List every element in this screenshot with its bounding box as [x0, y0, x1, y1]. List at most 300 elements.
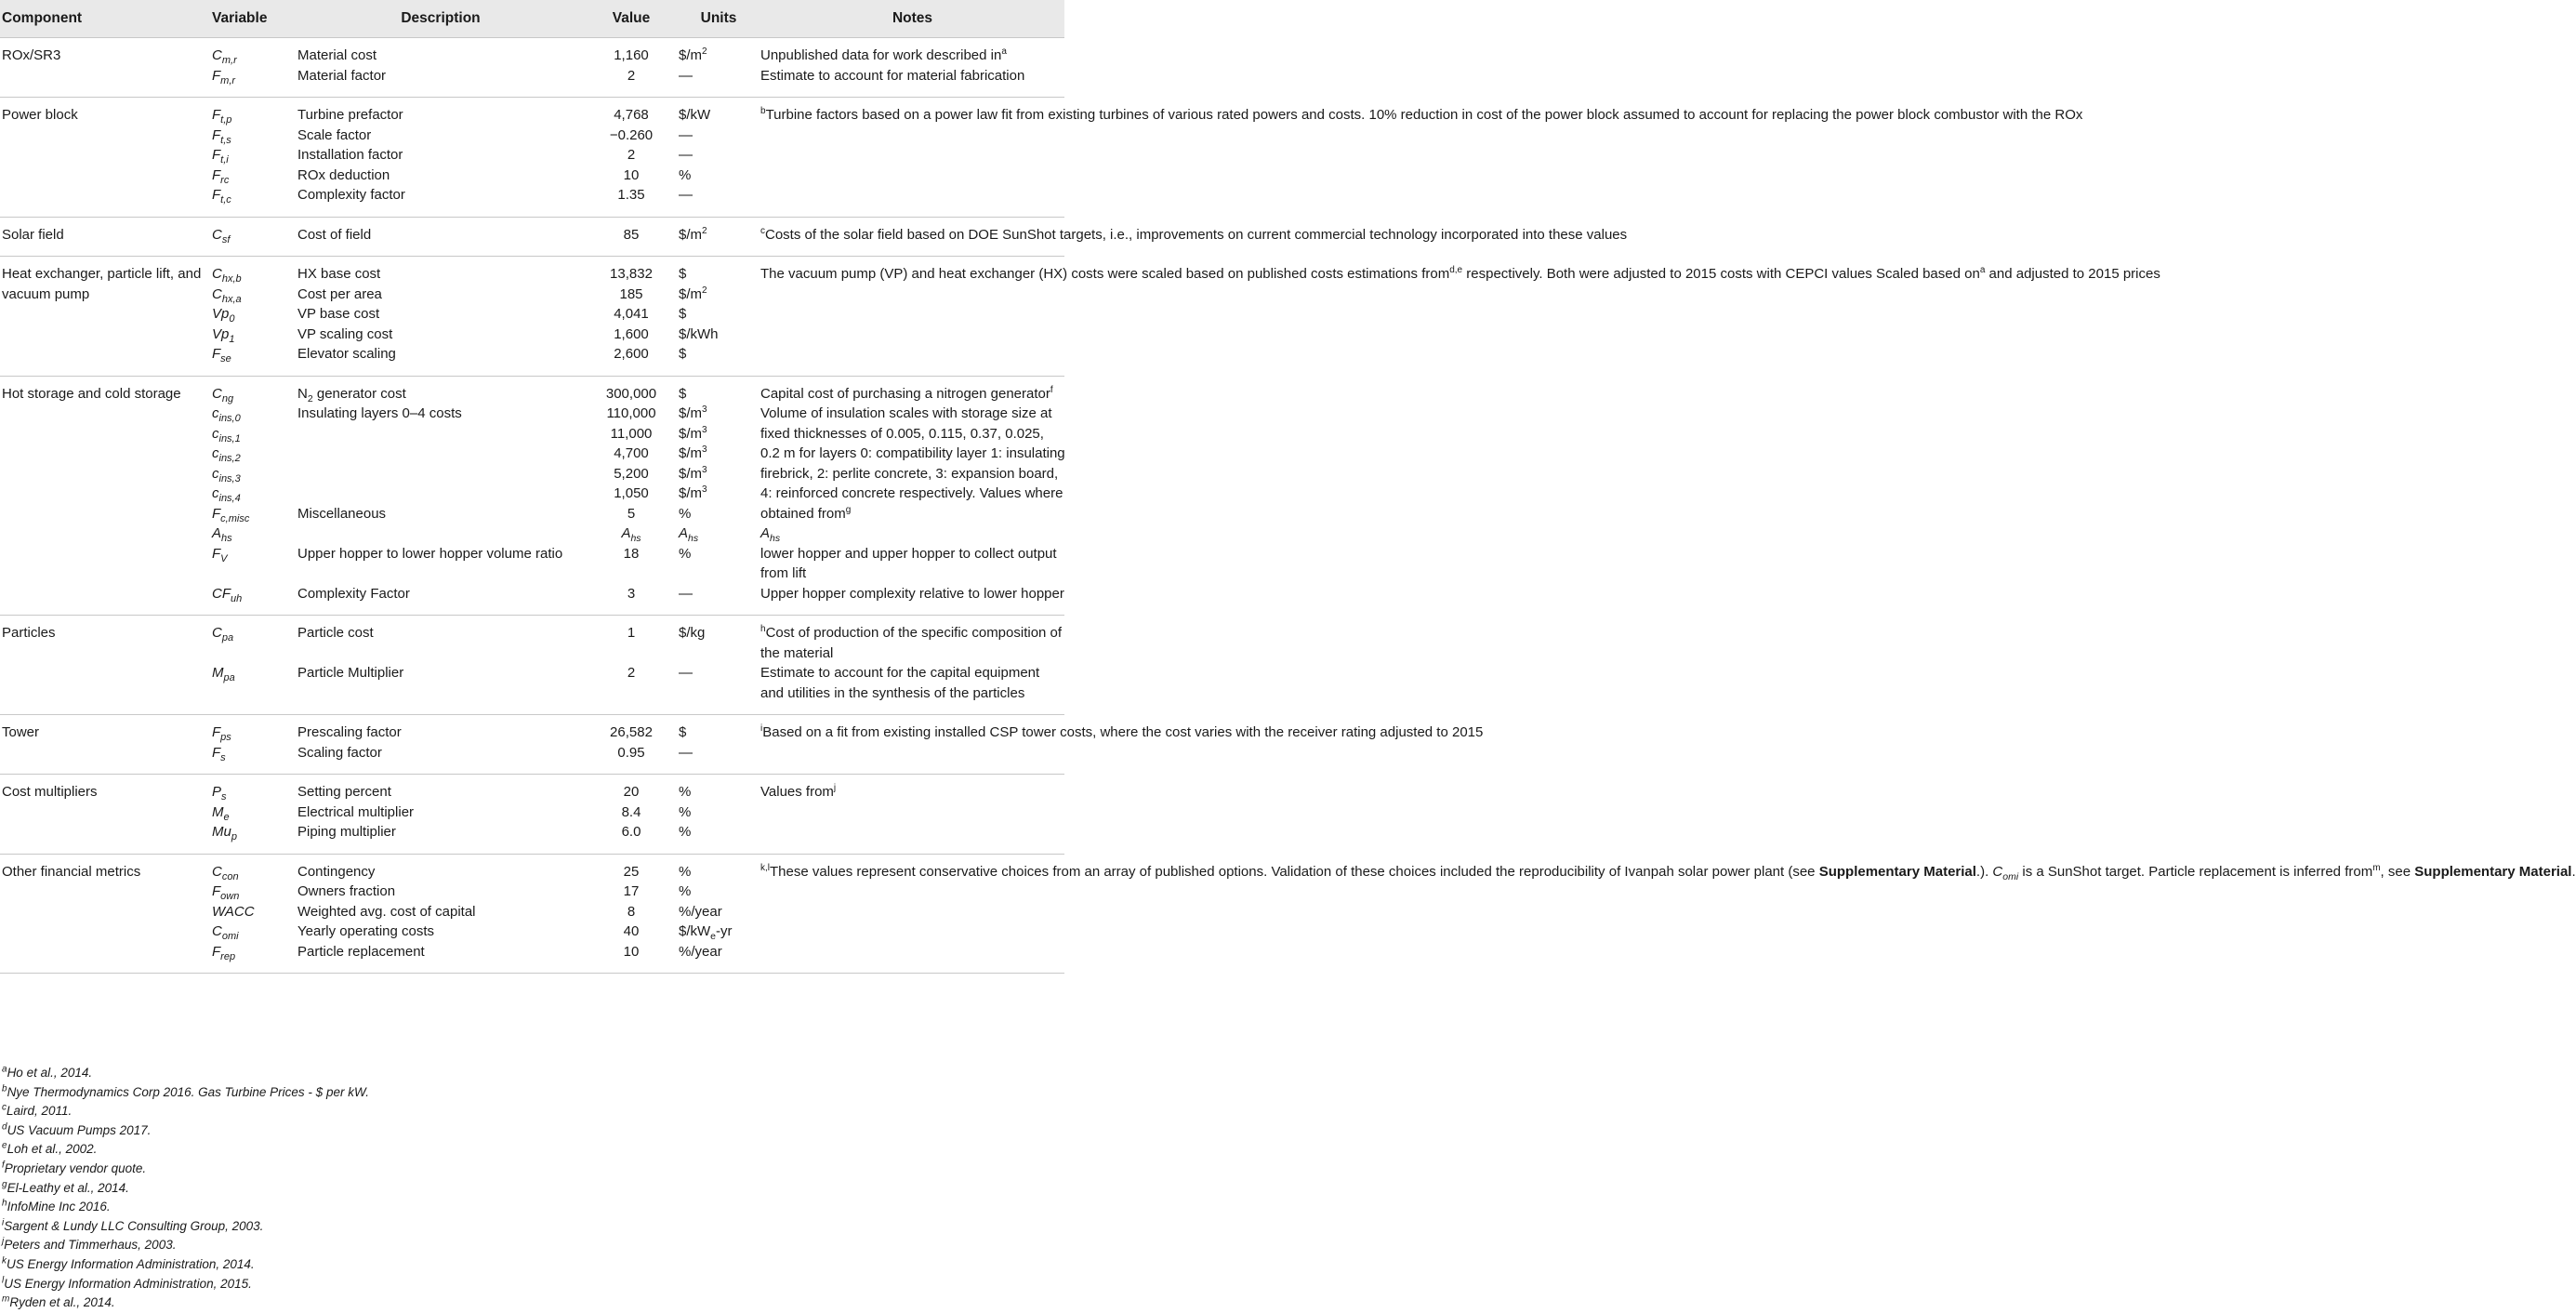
units-cell — [677, 484, 759, 504]
note-line — [760, 564, 1064, 584]
units-text: $/m — [679, 405, 703, 421]
units-cell — [677, 285, 759, 305]
value-text: 20 — [623, 784, 640, 800]
variable-subscript: s — [221, 791, 227, 802]
variable-subscript: ps — [220, 732, 231, 743]
units-text: $ — [679, 266, 687, 282]
units-text: % — [679, 883, 692, 899]
reference-item — [0, 1179, 1064, 1199]
variable-subscript: c,misc — [220, 512, 250, 524]
variable-symbol: Vp — [212, 325, 230, 342]
note-superscript: k,l — [760, 862, 770, 873]
units-cell — [677, 257, 759, 285]
units-text: $/m — [679, 47, 703, 63]
note-text: These values represent conservative choices from an array of published options. Validation of these choices included the reproducibility of Ivanpah solar power plant (see — [770, 863, 1819, 880]
table-body — [0, 38, 2576, 974]
variable-subscript: 1 — [229, 333, 235, 345]
table-row — [0, 376, 1064, 404]
variable-subscript: pa — [221, 632, 234, 643]
note-text: obtained from — [760, 505, 846, 522]
table-row — [0, 616, 1064, 664]
description-cell — [296, 304, 584, 325]
variable-subscript: m,r — [220, 74, 236, 86]
variable-cell — [210, 444, 296, 464]
note-superscript: a — [1001, 46, 1007, 57]
description-cell — [296, 584, 584, 616]
value-text: 10 — [623, 943, 640, 960]
table-row — [0, 38, 1064, 66]
value-subscript: hs — [630, 533, 641, 544]
value-cell — [584, 464, 677, 484]
variable-symbol: F — [212, 545, 221, 562]
reference-item — [0, 1160, 1064, 1179]
variable-subscript: t,p — [220, 114, 232, 126]
units-text: $ — [679, 724, 687, 740]
notes-cell — [759, 584, 1064, 616]
value-text: 2 — [627, 665, 636, 681]
note-superscript: a — [1979, 265, 1986, 275]
description-text: Material factor — [297, 67, 387, 84]
variable-symbol: C — [212, 226, 222, 243]
variable-cell — [210, 404, 296, 424]
value-text: 85 — [623, 226, 640, 243]
variable-cell — [210, 775, 296, 802]
variable-symbol: c — [212, 465, 219, 482]
units-text: — — [679, 585, 693, 602]
units-text: $/kW — [679, 107, 711, 123]
note-italic-symbol: C — [1992, 863, 2003, 880]
variable-symbol: F — [212, 505, 221, 522]
description-text: Complexity Factor — [297, 585, 410, 602]
description-cell — [296, 344, 584, 376]
description-cell — [296, 38, 584, 66]
variable-symbol: F — [212, 107, 221, 123]
variable-symbol: Vp — [212, 306, 230, 322]
description-cell — [296, 325, 584, 345]
variable-subscript: hx,a — [221, 293, 242, 305]
note-italic-subscript: hs — [770, 533, 781, 544]
component-label: ROx/SR3 — [2, 47, 61, 63]
variable-subscript: con — [221, 870, 239, 882]
value-text: 110,000 — [606, 405, 656, 421]
units-text: — — [679, 67, 693, 84]
value-cell — [584, 285, 677, 305]
note-text: respectively. Both were adjusted to 2015 costs with CEPCI values Scaled based on — [1462, 266, 1980, 282]
value-cell — [584, 942, 677, 974]
description-cell — [296, 166, 584, 186]
units-subscript: hs — [688, 533, 699, 544]
note-line — [760, 584, 1064, 604]
note-superscript: j — [833, 783, 837, 793]
units-text: $/m — [679, 226, 703, 243]
units-superscript: 3 — [702, 484, 707, 495]
variable-subscript: p — [231, 831, 237, 842]
component-label: Solar field — [2, 226, 64, 243]
variable-symbol: P — [212, 784, 222, 800]
table-row — [0, 217, 1064, 257]
references-list — [0, 1064, 1064, 1313]
value-text: 2 — [627, 67, 636, 84]
notes-cell — [759, 544, 1064, 584]
units-cell — [677, 524, 759, 544]
value-text: 1,600 — [614, 325, 649, 342]
reference-mark: l — [2, 1275, 5, 1286]
units-superscript: 2 — [702, 285, 707, 296]
reference-item — [0, 1293, 1064, 1313]
variable-cell — [210, 376, 296, 404]
value-text: 1,050 — [614, 485, 649, 501]
description-cell — [296, 185, 584, 217]
value-cell — [584, 882, 677, 902]
value-text: 1.35 — [617, 187, 645, 203]
value-text: 6.0 — [621, 824, 641, 840]
value-cell — [584, 854, 677, 882]
value-text: −0.260 — [609, 126, 654, 143]
value-cell — [584, 544, 677, 584]
units-text: $/m — [679, 485, 703, 501]
variable-symbol: C — [212, 285, 222, 302]
note-bold-text: Supplementary Material — [2414, 863, 2572, 880]
units-cell — [677, 464, 759, 484]
reference-mark: g — [2, 1179, 7, 1190]
units-cell — [677, 344, 759, 376]
units-cell — [677, 424, 759, 444]
description-text: Particle replacement — [297, 943, 425, 960]
value-text: 185 — [619, 285, 643, 302]
units-cell — [677, 404, 759, 424]
units-cell — [677, 185, 759, 217]
variable-symbol: WACC — [212, 903, 255, 920]
units-text: $/m — [679, 465, 703, 482]
description-cell — [296, 98, 584, 126]
variable-subscript: omi — [221, 931, 239, 942]
description-text: Upper hopper to lower hopper volume ratio — [297, 545, 563, 562]
units-text: $/m — [679, 285, 703, 302]
note-text: Unpublished data for work described in — [760, 47, 1002, 63]
units-text-rest: -yr — [716, 923, 733, 939]
table-header-row — [0, 0, 1064, 38]
reference-item — [0, 1255, 1064, 1275]
note-text: Costs of the solar field based on DOE SunShot targets, i.e., improvements on current commercial technology incorporated into these values — [765, 226, 1628, 243]
table-row — [0, 715, 1064, 743]
value-cell — [584, 404, 677, 424]
variable-cell — [210, 584, 296, 616]
description-text: Prescaling factor — [297, 724, 402, 740]
variable-cell — [210, 504, 296, 524]
units-cell — [677, 376, 759, 404]
variable-subscript: rep — [220, 950, 236, 962]
description-cell — [296, 444, 584, 464]
header-units: Units — [677, 0, 759, 38]
note-text: , see — [2380, 863, 2415, 880]
variable-subscript: hx,b — [221, 273, 242, 285]
variable-symbol: C — [212, 385, 222, 402]
variable-symbol: Mu — [212, 824, 231, 840]
variable-symbol: F — [212, 744, 221, 761]
units-text: $ — [679, 306, 687, 322]
reference-text: Peters and Timmerhaus, 2003. — [4, 1238, 177, 1253]
variable-subscript: ins,2 — [218, 453, 241, 464]
variable-subscript: ins,0 — [218, 413, 241, 424]
component-label: Heat exchanger, particle lift, and vacuum pump — [2, 266, 202, 302]
notes-cell — [759, 715, 1484, 775]
note-line — [760, 444, 1064, 464]
variable-cell — [210, 882, 296, 902]
units-cell — [677, 922, 759, 942]
description-text: Cost of field — [297, 226, 372, 243]
reference-mark: k — [2, 1255, 7, 1267]
variable-subscript: t,i — [220, 154, 229, 166]
notes-cell — [759, 376, 1064, 404]
value-text: 10 — [623, 166, 640, 183]
reference-text: Ryden et al., 2014. — [9, 1295, 115, 1310]
component-label: Other financial metrics — [2, 863, 141, 880]
description-cell — [296, 663, 584, 715]
variable-symbol: F — [212, 724, 221, 740]
component-cell — [0, 98, 210, 218]
units-text: % — [679, 545, 692, 562]
units-cell — [677, 304, 759, 325]
description-text: Cost per area — [297, 285, 382, 302]
description-text: Turbine prefactor — [297, 107, 403, 123]
note-line — [760, 384, 1064, 405]
note-text: . — [2571, 863, 2576, 880]
variable-cell — [210, 616, 296, 664]
description-cell — [296, 424, 584, 444]
component-label: Particles — [2, 625, 56, 641]
units-superscript: 3 — [702, 464, 707, 475]
description-text: Electrical multiplier — [297, 803, 415, 820]
note-text: Values from — [760, 784, 834, 800]
reference-mark: e — [2, 1140, 7, 1151]
units-text: %/year — [679, 903, 722, 920]
reference-text: Laird, 2011. — [7, 1104, 73, 1119]
variable-symbol: C — [212, 923, 222, 939]
component-cell — [0, 376, 210, 616]
note-line — [760, 544, 1064, 564]
note-superscript: g — [845, 504, 852, 515]
table-row — [0, 775, 1064, 802]
note-text: Upper hopper complexity relative to lower hopper — [760, 585, 1064, 602]
description-cell — [296, 126, 584, 146]
value-cell — [584, 424, 677, 444]
variable-symbol: A — [212, 525, 222, 541]
note-line — [760, 484, 1064, 504]
value-cell — [584, 504, 677, 524]
component-label: Tower — [2, 724, 40, 740]
units-cell — [677, 822, 759, 854]
units-subscript: e — [710, 931, 717, 942]
description-text: Insulating layers 0–4 costs — [297, 405, 462, 421]
note-italic-subscript: omi — [2002, 870, 2019, 882]
units-cell — [677, 775, 759, 802]
table-row — [0, 98, 1064, 126]
header-variable: Variable — [210, 0, 296, 38]
variable-cell — [210, 285, 296, 305]
component-cell — [0, 854, 210, 974]
component-label: Hot storage and cold storage — [2, 385, 181, 402]
variable-symbol: c — [212, 425, 219, 442]
notes-cell — [759, 616, 1064, 664]
units-text: — — [679, 744, 693, 761]
variable-cell — [210, 98, 296, 126]
description-cell — [296, 145, 584, 166]
reference-text: US Energy Information Administration, 2014. — [7, 1256, 255, 1271]
value-text: 0.95 — [617, 744, 645, 761]
notes-cell — [759, 464, 1064, 484]
component-label: Power block — [2, 107, 78, 123]
variable-symbol: C — [212, 266, 222, 282]
units-text: — — [679, 665, 693, 681]
value-text: 4,768 — [614, 107, 649, 123]
reference-mark: h — [2, 1198, 7, 1209]
variable-cell — [210, 166, 296, 186]
description-text: Yearly operating costs — [297, 923, 435, 939]
variable-subscript: ng — [221, 392, 234, 405]
note-text: from lift — [760, 565, 807, 581]
variable-symbol: c — [212, 405, 219, 421]
note-text: and utilities in the synthesis of the particles — [760, 684, 1025, 701]
note-line — [760, 424, 1064, 444]
value-text: 8.4 — [621, 803, 641, 820]
value-cell — [584, 344, 677, 376]
note-text: is a SunShot target. Particle replacement is inferred from — [2018, 863, 2373, 880]
variable-cell — [210, 544, 296, 584]
variable-symbol: M — [212, 665, 224, 681]
variable-subscript: s — [220, 751, 226, 763]
description-cell — [296, 217, 584, 257]
units-cell — [677, 126, 759, 146]
variable-symbol: C — [212, 625, 222, 641]
variable-subscript: 0 — [229, 313, 235, 325]
variable-cell — [210, 854, 296, 882]
description-text: Owners fraction — [297, 883, 396, 899]
description-text: Piping multiplier — [297, 824, 396, 840]
units-cell — [677, 882, 759, 902]
description-text: Setting percent — [297, 784, 391, 800]
units-text: % — [679, 166, 692, 183]
note-text: the material — [760, 644, 834, 661]
description-cell — [296, 464, 584, 484]
variable-cell — [210, 304, 296, 325]
variable-cell — [210, 145, 296, 166]
note-line — [760, 683, 1064, 704]
variable-cell — [210, 484, 296, 504]
notes-cell — [759, 484, 1064, 504]
value-cell — [584, 663, 677, 715]
reference-item — [0, 1275, 1064, 1294]
units-cell — [677, 145, 759, 166]
variable-cell — [210, 524, 296, 544]
reference-item — [0, 1121, 1064, 1141]
value-cell — [584, 257, 677, 285]
notes-cell — [759, 257, 2160, 377]
value-text: A — [621, 525, 631, 541]
notes-cell — [759, 775, 1064, 855]
value-text: 26,582 — [610, 724, 653, 740]
variable-cell — [210, 464, 296, 484]
note-text: Volume of insulation scales with storage size at — [760, 405, 1052, 421]
description-text: Particle cost — [297, 625, 374, 641]
variable-cell — [210, 257, 296, 285]
reference-text: US Vacuum Pumps 2017. — [7, 1122, 152, 1137]
description-cell — [296, 902, 584, 922]
note-text: .). — [1975, 863, 1993, 880]
description-cell — [296, 743, 584, 775]
variable-subscript: m,r — [221, 55, 237, 66]
units-text: — — [679, 147, 693, 163]
note-line — [760, 623, 1064, 643]
reference-mark: a — [2, 1064, 7, 1075]
value-text: 1,160 — [614, 47, 649, 63]
note-text: Based on a fit from existing installed CSP tower costs, where the cost varies with the receiver rating adjusted to 2015 — [762, 724, 1484, 740]
description-text: VP scaling cost — [297, 325, 393, 342]
units-cell — [677, 616, 759, 664]
component-cell — [0, 616, 210, 715]
units-text: $/m — [679, 425, 703, 442]
variable-cell — [210, 185, 296, 217]
reference-item — [0, 1217, 1064, 1237]
description-cell — [296, 504, 584, 524]
description-cell — [296, 285, 584, 305]
units-text: $/kg — [679, 625, 706, 641]
variable-subscript: t,s — [220, 134, 231, 146]
variable-cell — [210, 743, 296, 775]
description-cell — [296, 822, 584, 854]
component-cell — [0, 715, 210, 775]
units-text: $/m — [679, 445, 703, 461]
value-text: 4,041 — [614, 306, 649, 322]
units-superscript: 3 — [702, 424, 707, 435]
units-text: % — [679, 803, 692, 820]
value-text: 3 — [627, 585, 636, 602]
notes-cell — [759, 854, 2576, 974]
variable-symbol: c — [212, 485, 219, 501]
units-superscript: 3 — [702, 405, 707, 415]
component-label: Cost multipliers — [2, 784, 98, 800]
units-text: — — [679, 187, 693, 203]
units-cell — [677, 444, 759, 464]
header-value: Value — [584, 0, 677, 38]
variable-cell — [210, 126, 296, 146]
units-cell — [677, 715, 759, 743]
description-text: Weighted avg. cost of capital — [297, 903, 476, 920]
note-line — [760, 663, 1064, 683]
variable-symbol: F — [212, 147, 221, 163]
description-text: VP base cost — [297, 306, 380, 322]
description-cell — [296, 715, 584, 743]
description-text: Complexity factor — [297, 187, 405, 203]
units-cell — [677, 942, 759, 974]
units-cell — [677, 584, 759, 616]
variable-cell — [210, 66, 296, 98]
note-text: Estimate to account for material fabrication — [760, 67, 1025, 84]
reference-mark: f — [2, 1160, 5, 1171]
value-cell — [584, 484, 677, 504]
units-cell — [677, 854, 759, 882]
note-text: firebrick, 2: perlite concrete, 3: expansion board, — [760, 465, 1059, 482]
reference-item — [0, 1064, 1064, 1083]
value-cell — [584, 217, 677, 257]
variable-subscript: se — [220, 353, 231, 365]
description-cell — [296, 544, 584, 584]
note-text: The vacuum pump (VP) and heat exchanger (HX) costs were scaled based on published costs estimations from — [760, 266, 1450, 282]
note-line — [760, 404, 1064, 424]
units-cell — [677, 902, 759, 922]
description-text-rest: generator cost — [312, 385, 406, 402]
units-text: $ — [679, 346, 687, 362]
variable-subscript: sf — [221, 233, 231, 245]
